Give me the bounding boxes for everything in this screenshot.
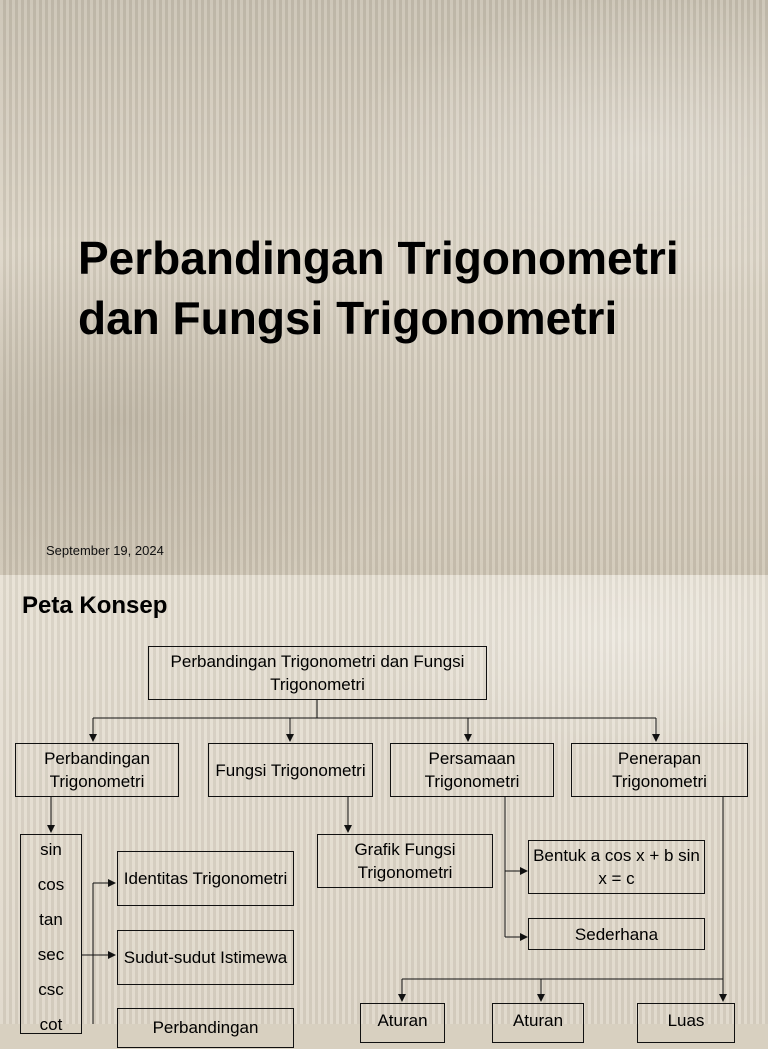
- perbandingan-node: Perbandingan: [117, 1008, 294, 1048]
- grafik-node: Grafik Fungsi Trigonometri: [317, 834, 493, 888]
- title-line-2: dan Fungsi Trigonometri: [78, 292, 618, 344]
- ratio-item: sin: [40, 840, 62, 859]
- ratio-list: [20, 834, 82, 1034]
- slide-title: [78, 228, 758, 348]
- branch-penerapan: Penerapan Trigonometri: [571, 743, 748, 797]
- title-line-1: Perbandingan Trigonometri: [78, 232, 679, 284]
- aturan-node-2: Aturan: [492, 1003, 584, 1043]
- identitas-node: Identitas Trigonometri: [117, 851, 294, 906]
- slide-date: September 19, 2024: [46, 543, 164, 558]
- ratio-item: cot: [39, 1015, 63, 1034]
- sederhana-node: Sederhana: [528, 918, 705, 950]
- bentuk-node: Bentuk a cos x + b sin x = c: [528, 840, 705, 894]
- luas-node: Luas: [637, 1003, 735, 1043]
- root-node: Perbandingan Trigonometri dan Fungsi Trigonometri: [148, 646, 487, 700]
- ratio-item: tan: [39, 910, 63, 929]
- slide-heading: Peta Konsep: [22, 592, 168, 619]
- branch-perbandingan: Perbandingan Trigonometri: [15, 743, 179, 797]
- ratio-item: csc: [38, 980, 64, 999]
- branch-persamaan: Persamaan Trigonometri: [390, 743, 554, 797]
- connector-lines: [0, 575, 768, 1024]
- concept-map-slide: [0, 575, 768, 1037]
- branch-fungsi: Fungsi Trigonometri: [208, 743, 373, 797]
- aturan-node-1: Aturan: [360, 1003, 445, 1043]
- ratio-item: cos: [37, 875, 65, 894]
- ratio-item: sec: [37, 945, 65, 964]
- sudut-node: Sudut-sudut Istimewa: [117, 930, 294, 985]
